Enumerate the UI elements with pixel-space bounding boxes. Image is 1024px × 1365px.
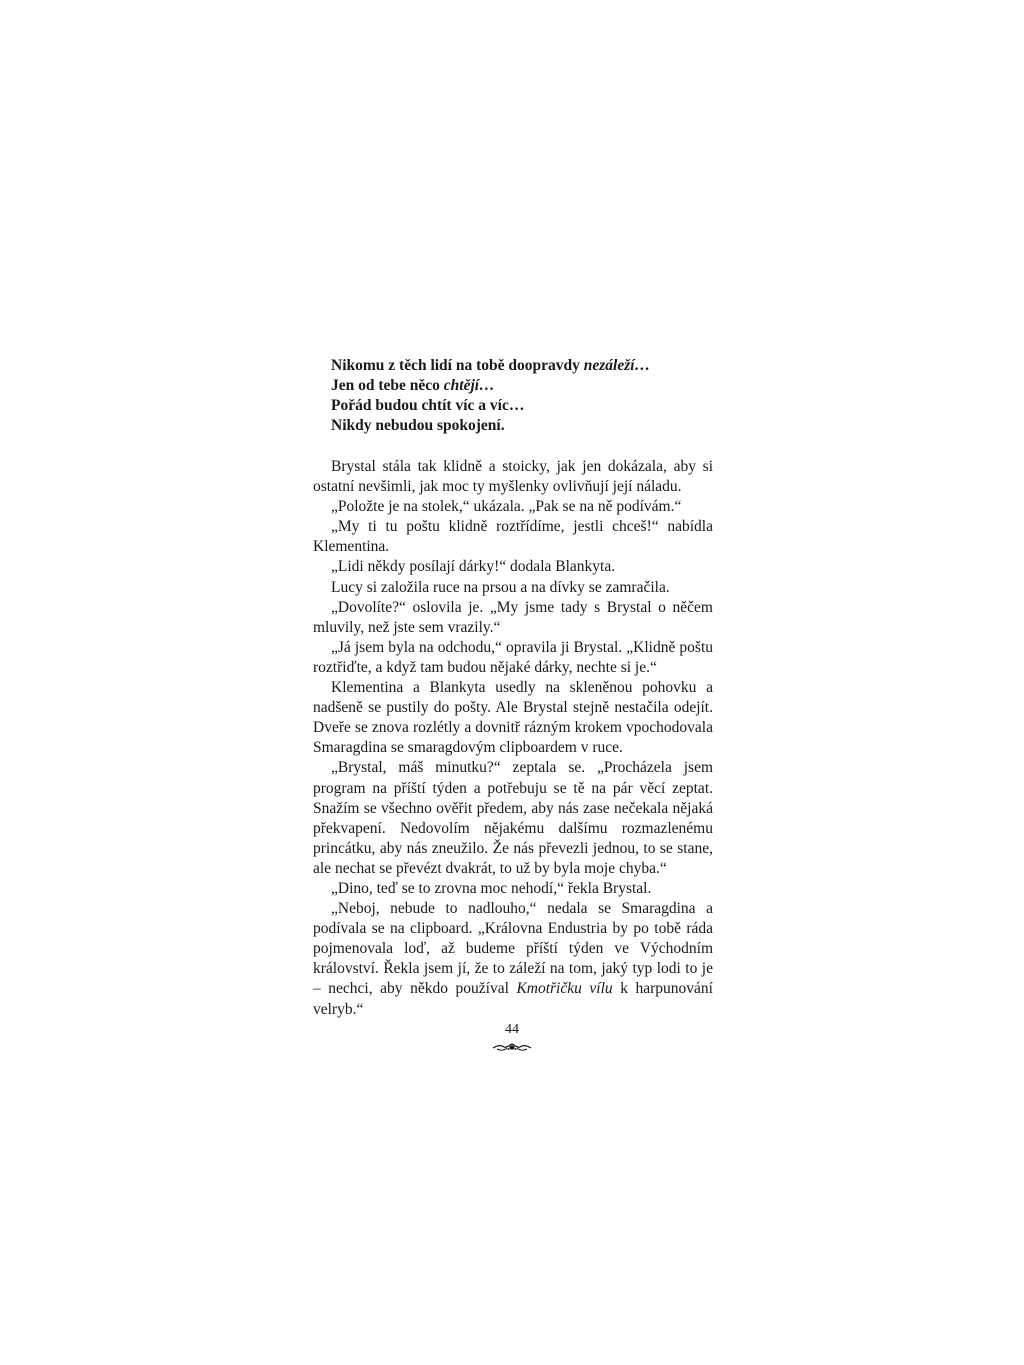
paragraph: „Položte je na stolek,“ ukázala. „Pak se na ně podívám.“: [331, 498, 682, 516]
page-number: 44: [505, 1022, 519, 1037]
paragraph: „Lidi někdy posílají dárky!“ dodala Blankyta.: [331, 558, 616, 576]
paragraph: Lucy si založila ruce na prsou a na dívky se zamračila.: [331, 578, 670, 596]
paragraph-last: „Neboj, nebude to nadlouho,“ nedala se Smaragdina a podívala se na clipboard. „Královna Endustria by po tobě ráda pojmenovala loď, až budeme příští týden ve Východním království. Řekla jsem jí, že to záleží na tom, jaký typ lodi to je – nechci, aby někdo používal Kmotřičku vílu k harpunování velryb.“: [313, 900, 713, 1018]
thought-line: Pořád budou chtít víc a víc…: [331, 397, 525, 414]
book-title-italic: Kmotřičku vílu: [516, 980, 613, 998]
thought-line: Nikomu z těch lidí na tobě doopravdy nezáleží…: [331, 357, 651, 374]
italic-thoughts-block: [331, 356, 731, 436]
paragraph: Brystal stála tak klidně a stoicky, jak jen dokázala, aby si ostatní nevšimli, jak moc ty myšlenky ovlivňují její náladu.: [313, 458, 713, 496]
paragraph: „Dino, teď se to zrovna moc nehodí,“ řekla Brystal.: [331, 879, 652, 897]
flourish-ornament-icon: [492, 1041, 532, 1053]
body-text: [313, 457, 713, 1020]
paragraph: „Dovolíte?“ oslovila je. „My jsme tady s Brystal o něčem mluvily, než jste sem vrazily.“: [313, 598, 713, 636]
paragraph: „My ti tu poštu klidně roztřídíme, jestli chceš!“ nabídla Klementina.: [313, 518, 713, 556]
thought-line: Jen od tebe něco chtějí…: [331, 377, 495, 394]
thought-line: Nikdy nebudou spokojení.: [331, 417, 505, 434]
paragraph: Klementina a Blankyta usedly na skleněnou pohovku a nadšeně se pustily do pošty. Ale Brystal stejně nestačila odejít. Dveře se znova rozlétly a dovnitř rázným krokem vpochodovala Smaragdina se smaragdovým clipboardem v ruce.: [313, 679, 713, 757]
paragraph: „Brystal, máš minutku?“ zeptala se. „Procházela jsem program na příští týden a potřebuju se tě na pár věcí zeptat. Snažím se všechno ověřit předem, aby nás zase nečekala nějaká překvapení. Nedovolím nějakému dalšímu rozmazlenému princátku, aby nás zneužilo. Že nás převezli jednou, to se stane, ale nechat se převézt dvakrát, to už by byla moje chyba.“: [313, 759, 713, 877]
paragraph: „Já jsem byla na odchodu,“ opravila ji Brystal. „Klidně poštu roztřiďte, a když tam budou nějaké dárky, nechte si je.“: [313, 638, 713, 676]
